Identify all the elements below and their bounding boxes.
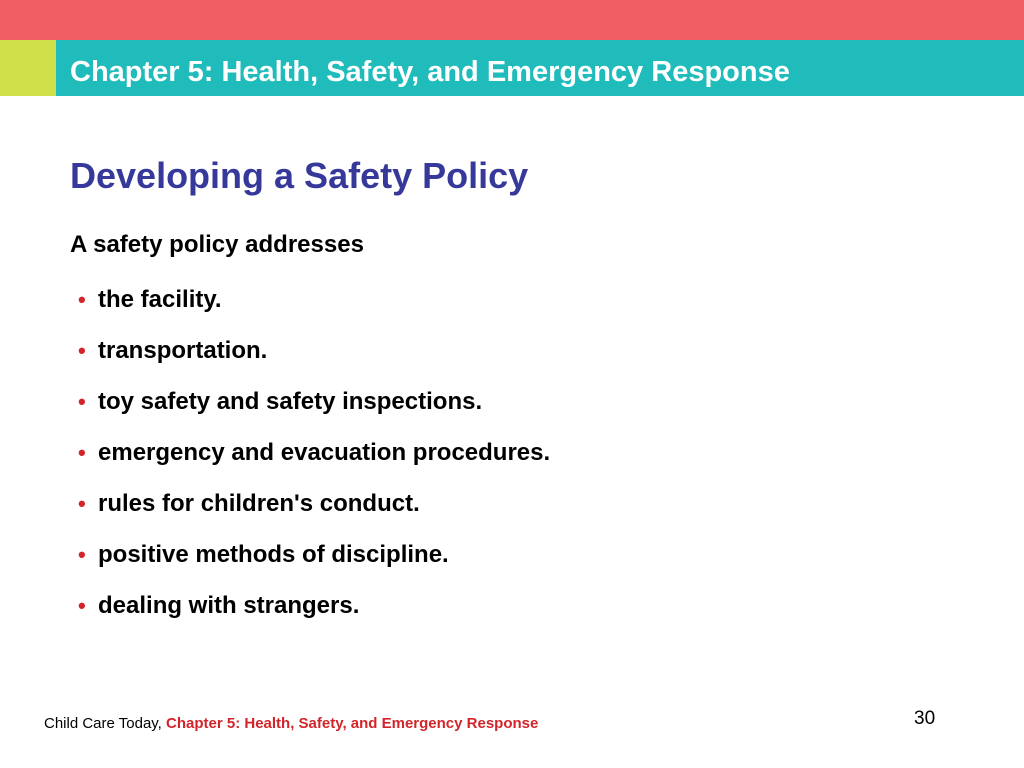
bullet-glyph: •	[78, 491, 86, 516]
footer-book-title: Child Care Today,	[44, 715, 167, 732]
bullet-item	[78, 539, 550, 590]
top-color-bar	[0, 0, 1024, 40]
chapter-title: Chapter 5: Health, Safety, and Emergency Response	[70, 56, 790, 88]
bullet-glyph: •	[78, 542, 86, 567]
slide-heading: Developing a Safety Policy	[70, 155, 529, 196]
footer	[44, 714, 538, 734]
bullet-list	[78, 284, 550, 641]
bullet-item	[78, 335, 550, 386]
bullet-text: the facility.	[98, 286, 222, 313]
bullet-text: transportation.	[98, 337, 268, 364]
bullet-glyph: •	[78, 389, 86, 414]
bullet-item	[78, 590, 550, 641]
page-number: 30	[914, 708, 936, 729]
bullet-glyph: •	[78, 338, 86, 363]
bullet-glyph: •	[78, 593, 86, 618]
accent-block	[0, 40, 56, 96]
bullet-glyph: •	[78, 440, 86, 465]
title-band	[56, 40, 1024, 96]
bullet-text: dealing with strangers.	[98, 592, 360, 619]
intro-text: A safety policy addresses	[70, 231, 364, 258]
bullet-item	[78, 284, 550, 335]
bullet-text: positive methods of discipline.	[98, 541, 449, 568]
bullet-item	[78, 386, 550, 437]
footer-chapter-title: Chapter 5: Health, Safety, and Emergency Response	[166, 715, 539, 732]
bullet-glyph: •	[78, 287, 86, 312]
bullet-text: toy safety and safety inspections.	[98, 388, 483, 415]
bullet-text: rules for children's conduct.	[98, 490, 420, 517]
bullet-item	[78, 437, 550, 488]
bullet-item	[78, 488, 550, 539]
bullet-text: emergency and evacuation procedures.	[98, 439, 551, 466]
